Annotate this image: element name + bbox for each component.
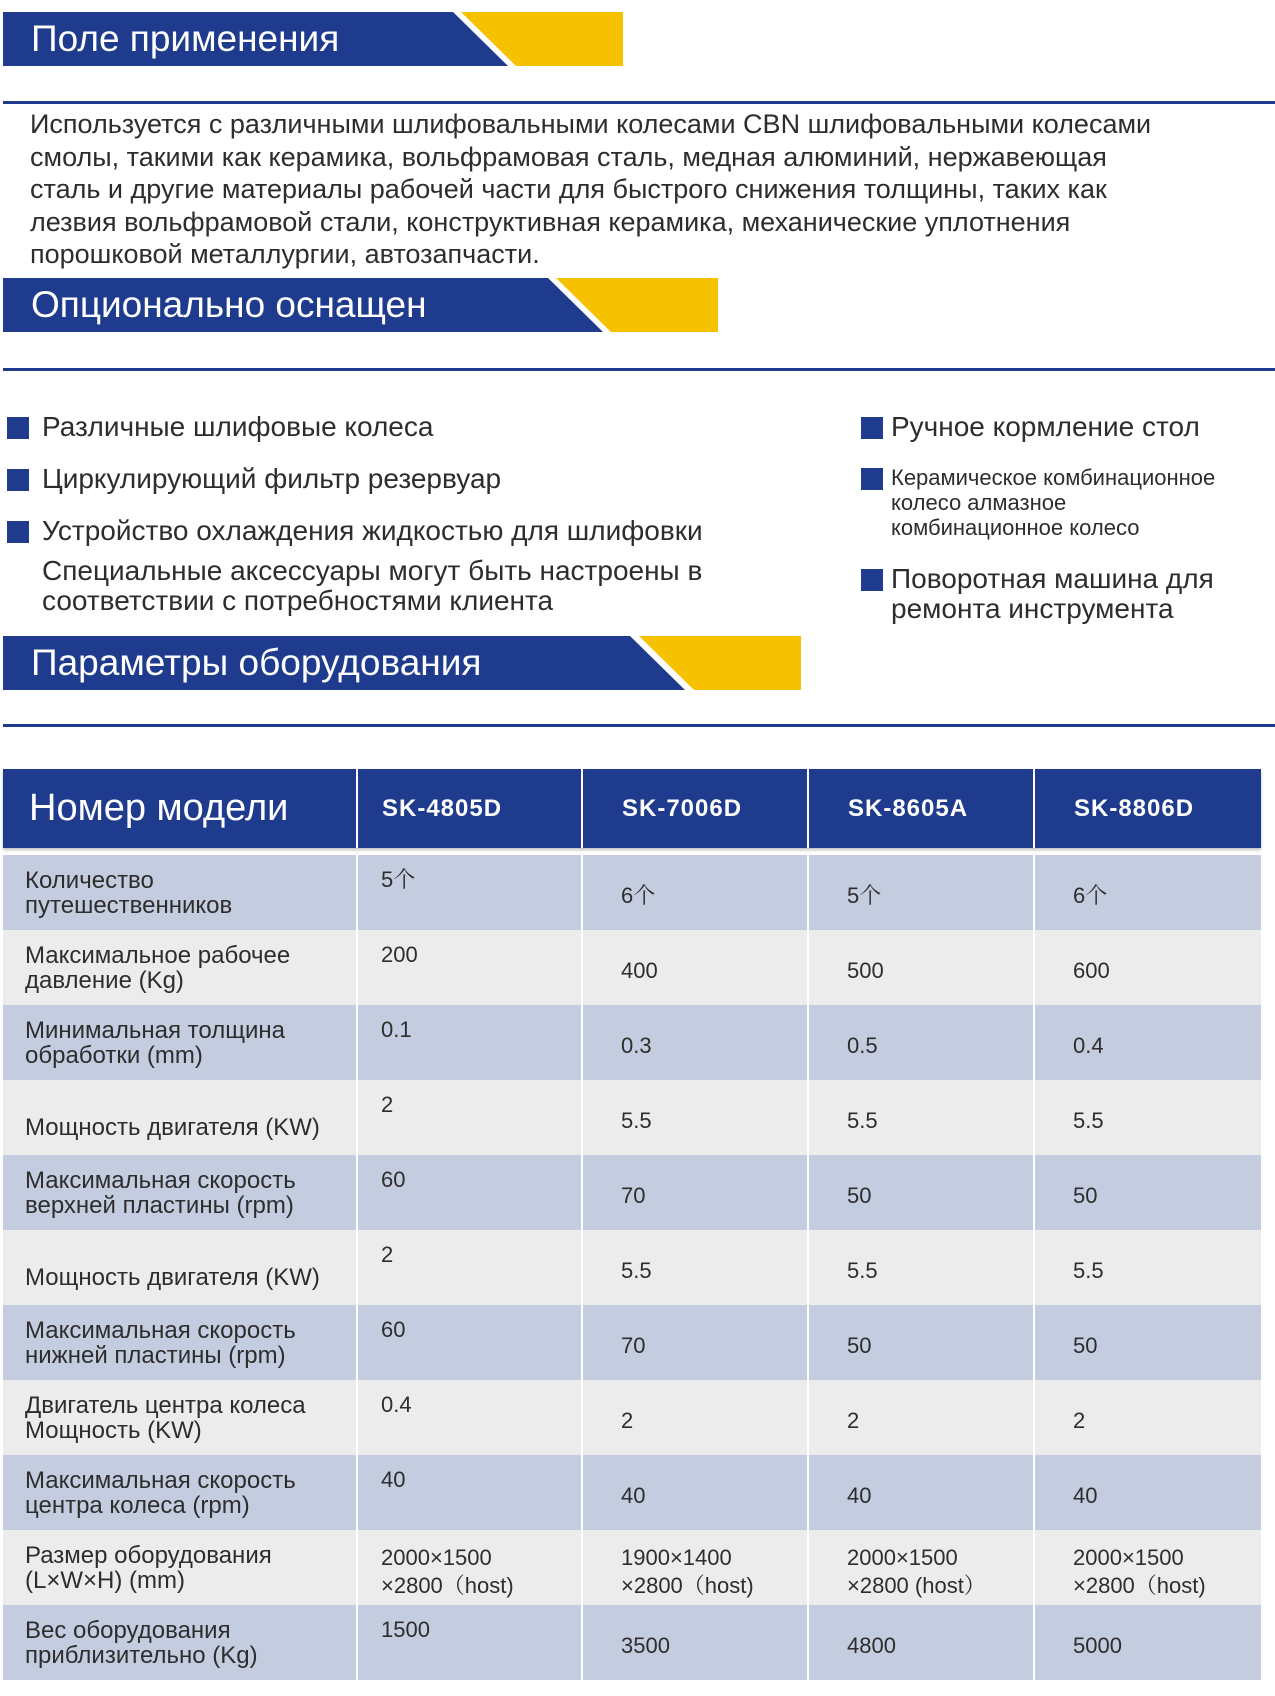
- row-value-line: 2000×1500: [847, 1545, 958, 1570]
- row-label-line: приблизительно (Kg): [25, 1641, 258, 1669]
- table-row: [3, 1455, 1261, 1530]
- row-value: 5个: [847, 883, 882, 908]
- row-value-cell: [581, 1380, 807, 1455]
- row-value-cell: [356, 1230, 581, 1305]
- row-label: [3, 1605, 356, 1680]
- optional-item-line: колесо алмазное: [891, 490, 1067, 515]
- row-value: 40: [1073, 1483, 1098, 1508]
- row-value-cell: [807, 930, 1033, 1005]
- row-value: 5.5: [621, 1108, 652, 1133]
- section-banner-params: [3, 636, 801, 690]
- row-value-line: 1900×1400: [621, 1545, 732, 1570]
- row-label-line: Мощность двигателя (KW): [25, 1264, 320, 1291]
- row-label: [3, 1530, 356, 1605]
- row-value: 5.5: [847, 1108, 878, 1133]
- optional-item-label: Циркулирующий фильтр резервуар: [42, 463, 502, 494]
- row-label-line: давление (Kg): [25, 966, 184, 994]
- row-value-cell: [1033, 1305, 1261, 1380]
- optional-item-label: [891, 564, 1214, 624]
- section-divider: [3, 368, 1275, 371]
- row-label: [3, 1080, 356, 1155]
- table-row: [3, 1155, 1261, 1230]
- section-title-optional: Опционально оснащен: [31, 284, 427, 325]
- row-value-cell: [1033, 1005, 1261, 1080]
- table-row: [3, 1005, 1261, 1080]
- row-value: 50: [1073, 1333, 1098, 1358]
- row-label: [3, 855, 356, 930]
- row-value: 2: [1073, 1408, 1086, 1433]
- row-label-line: Максимальная скорость: [25, 1166, 296, 1194]
- row-value-cell: [356, 1455, 581, 1530]
- header-model-label: Номер модели: [29, 787, 289, 829]
- row-label-line: Количество: [25, 866, 154, 894]
- bullet-square-icon: [7, 521, 29, 543]
- bullet-square-icon: [7, 417, 29, 439]
- row-value: 40: [381, 1467, 406, 1492]
- table-row: [3, 1080, 1261, 1155]
- row-value-cell: [356, 1005, 581, 1080]
- optional-item-label: Ручное кормление стол: [891, 411, 1200, 442]
- row-value-cell: [1033, 1530, 1261, 1605]
- table-row: [3, 930, 1261, 1005]
- optional-item: [861, 412, 1200, 442]
- description-line: лезвия вольфрамовой стали, конструктивная керамика, механические уплотнения: [30, 206, 1071, 237]
- row-label: [3, 1455, 356, 1530]
- row-value: 40: [621, 1483, 646, 1508]
- note-line: Специальные аксессуары могут быть настроены в: [42, 555, 703, 586]
- row-label: [3, 930, 356, 1005]
- row-value: 6个: [621, 883, 656, 908]
- row-value-cell: [356, 1155, 581, 1230]
- row-value: 50: [1073, 1183, 1098, 1208]
- row-value-cell: [356, 1605, 581, 1680]
- row-label-line: Двигатель центра колеса: [25, 1391, 306, 1419]
- row-label-line: центра колеса (rpm): [25, 1491, 250, 1519]
- row-value-cell: [356, 1080, 581, 1155]
- row-value-cell: [581, 855, 807, 930]
- row-value: 5.5: [847, 1258, 878, 1283]
- row-value-cell: [807, 1230, 1033, 1305]
- row-value-cell: [581, 1305, 807, 1380]
- row-value-cell: [581, 1605, 807, 1680]
- row-label-line: Мощность (KW): [25, 1416, 202, 1444]
- row-value: 60: [381, 1167, 406, 1192]
- row-value-cell: [581, 1080, 807, 1155]
- optional-item: [861, 564, 1214, 624]
- optional-item-label: [891, 465, 1215, 540]
- row-value-cell: [1033, 1080, 1261, 1155]
- section-banner-optional: [3, 278, 718, 332]
- row-value: 600: [1073, 958, 1110, 983]
- row-value-cell: [1033, 930, 1261, 1005]
- row-value-line: 2000×1500: [381, 1545, 492, 1570]
- row-value: 200: [381, 942, 418, 967]
- header-model: SK-4805D: [356, 769, 581, 848]
- row-value: 0.5: [847, 1033, 878, 1058]
- custom-accessories-note: [42, 556, 702, 616]
- row-value-cell: [807, 1380, 1033, 1455]
- header-model: SK-7006D: [581, 769, 807, 848]
- row-value: 0.4: [1073, 1033, 1104, 1058]
- row-value: 0.1: [381, 1017, 412, 1042]
- row-value-cell: [356, 1530, 581, 1605]
- row-value: 5.5: [621, 1258, 652, 1283]
- row-value-line: ×2800（host): [621, 1573, 754, 1598]
- row-value: 500: [847, 958, 884, 983]
- row-value-cell: [807, 1080, 1033, 1155]
- row-value: 400: [621, 958, 658, 983]
- row-value-cell: [1033, 1380, 1261, 1455]
- section-divider: [3, 101, 1275, 104]
- row-value: 60: [381, 1317, 406, 1342]
- bullet-square-icon: [861, 468, 883, 490]
- row-value-line: ×2800（host): [381, 1573, 514, 1598]
- section-banner-application: [3, 12, 623, 66]
- row-value: 2: [381, 1092, 394, 1117]
- row-value-cell: [356, 1380, 581, 1455]
- row-value-cell: [356, 855, 581, 930]
- optional-item-line: комбинационное колесо: [891, 515, 1140, 540]
- row-value-line: 2000×1500: [1073, 1545, 1184, 1570]
- row-value-cell: [807, 1155, 1033, 1230]
- note-line: соответствии с потребностями клиента: [42, 585, 554, 616]
- optional-item: [7, 516, 703, 546]
- row-value: 5.5: [1073, 1108, 1104, 1133]
- row-label-line: (L×W×H) (mm): [25, 1566, 185, 1594]
- header-model: SK-8806D: [1033, 769, 1261, 848]
- section-title-params: Параметры оборудования: [31, 642, 482, 683]
- row-value-cell: [807, 1530, 1033, 1605]
- optional-item-label: Различные шлифовые колеса: [42, 411, 434, 442]
- row-value: 50: [847, 1333, 872, 1358]
- row-value: 2: [381, 1242, 394, 1267]
- row-label-line: Максимальное рабочее: [25, 941, 291, 969]
- description-line: порошковой металлургии, автозапчасти.: [30, 239, 540, 269]
- spec-table: [3, 769, 1261, 1680]
- row-value-cell: [1033, 855, 1261, 930]
- application-description: [30, 108, 1275, 271]
- header-model: SK-8605A: [807, 769, 1033, 848]
- row-label: [3, 1305, 356, 1380]
- row-value: 1500: [381, 1617, 430, 1642]
- row-value-line: ×2800 (host）: [847, 1573, 986, 1598]
- row-value: [1073, 1544, 1206, 1600]
- table-row: [3, 855, 1261, 930]
- optional-item-line: ремонта инструмента: [891, 593, 1174, 624]
- row-value-cell: [581, 1230, 807, 1305]
- row-value: 6个: [1073, 883, 1108, 908]
- row-label: [3, 1380, 356, 1455]
- table-row: [3, 1380, 1261, 1455]
- row-value: [621, 1544, 754, 1600]
- optional-item: [7, 464, 501, 494]
- row-label-line: Минимальная толщина: [25, 1016, 285, 1044]
- row-value: 5个: [381, 867, 416, 892]
- row-label-line: путешественников: [25, 891, 233, 919]
- row-value-cell: [1033, 1230, 1261, 1305]
- optional-item-line: Керамическое комбинационное: [891, 465, 1216, 490]
- bullet-square-icon: [861, 569, 883, 591]
- row-value: [847, 1544, 986, 1600]
- section-title-application: Поле применения: [31, 18, 340, 59]
- row-value: 4800: [847, 1633, 896, 1658]
- table-row: [3, 1530, 1261, 1605]
- row-value: [381, 1544, 514, 1600]
- row-label-line: Вес оборудования: [25, 1616, 231, 1644]
- bullet-square-icon: [7, 469, 29, 491]
- row-value-cell: [1033, 1455, 1261, 1530]
- row-value-cell: [581, 1530, 807, 1605]
- table-row: [3, 1605, 1261, 1680]
- row-value-cell: [356, 1305, 581, 1380]
- row-value: 2: [847, 1408, 860, 1433]
- section-divider: [3, 724, 1275, 727]
- row-label-line: нижней пластины (rpm): [25, 1341, 286, 1369]
- row-value-cell: [807, 1005, 1033, 1080]
- row-value-cell: [1033, 1155, 1261, 1230]
- optional-item-line: Поворотная машина для: [891, 563, 1214, 594]
- row-value-cell: [581, 1155, 807, 1230]
- row-value: 0.3: [621, 1033, 652, 1058]
- row-value-cell: [581, 930, 807, 1005]
- row-value: 3500: [621, 1633, 670, 1658]
- row-value: 5.5: [1073, 1258, 1104, 1283]
- row-value: 50: [847, 1183, 872, 1208]
- row-value: 70: [621, 1333, 646, 1358]
- row-value-cell: [807, 1455, 1033, 1530]
- optional-item: [7, 412, 433, 442]
- row-value-cell: [581, 1455, 807, 1530]
- row-value: 70: [621, 1183, 646, 1208]
- row-value-cell: [807, 1605, 1033, 1680]
- row-value: 0.4: [381, 1392, 412, 1417]
- description-line: смолы, такими как керамика, вольфрамовая сталь, медная алюминий, нержавеющая: [30, 141, 1107, 172]
- row-label: [3, 1005, 356, 1080]
- row-label-line: Максимальная скорость: [25, 1316, 296, 1344]
- row-label-line: Мощность двигателя (KW): [25, 1114, 320, 1141]
- row-label-line: Размер оборудования: [25, 1541, 272, 1569]
- row-label: [3, 1155, 356, 1230]
- row-value: 5000: [1073, 1633, 1122, 1658]
- row-value-cell: [807, 1305, 1033, 1380]
- spec-table-header: [3, 769, 1261, 848]
- row-value: 40: [847, 1483, 872, 1508]
- row-value-cell: [1033, 1605, 1261, 1680]
- row-label-line: верхней пластины (rpm): [25, 1191, 294, 1219]
- row-value-cell: [356, 930, 581, 1005]
- row-value: 2: [621, 1408, 634, 1433]
- description-line: Используется с различными шлифовальными колесами CBN шлифовальными колесами: [30, 109, 1152, 139]
- row-value-cell: [581, 1005, 807, 1080]
- row-label: [3, 1230, 356, 1305]
- row-label-line: Максимальная скорость: [25, 1466, 296, 1494]
- row-label-line: обработки (mm): [25, 1041, 203, 1069]
- table-row: [3, 1305, 1261, 1380]
- row-value-cell: [807, 855, 1033, 930]
- spec-table-body: [3, 855, 1261, 1680]
- optional-item-label: Устройство охлаждения жидкостью для шлифовки: [42, 515, 703, 546]
- table-row: [3, 1230, 1261, 1305]
- bullet-square-icon: [861, 417, 883, 439]
- optional-item: [861, 465, 1215, 540]
- description-line: сталь и другие материалы рабочей части для быстрого снижения толщины, таких как: [30, 174, 1107, 204]
- row-value-line: ×2800（host): [1073, 1573, 1206, 1598]
